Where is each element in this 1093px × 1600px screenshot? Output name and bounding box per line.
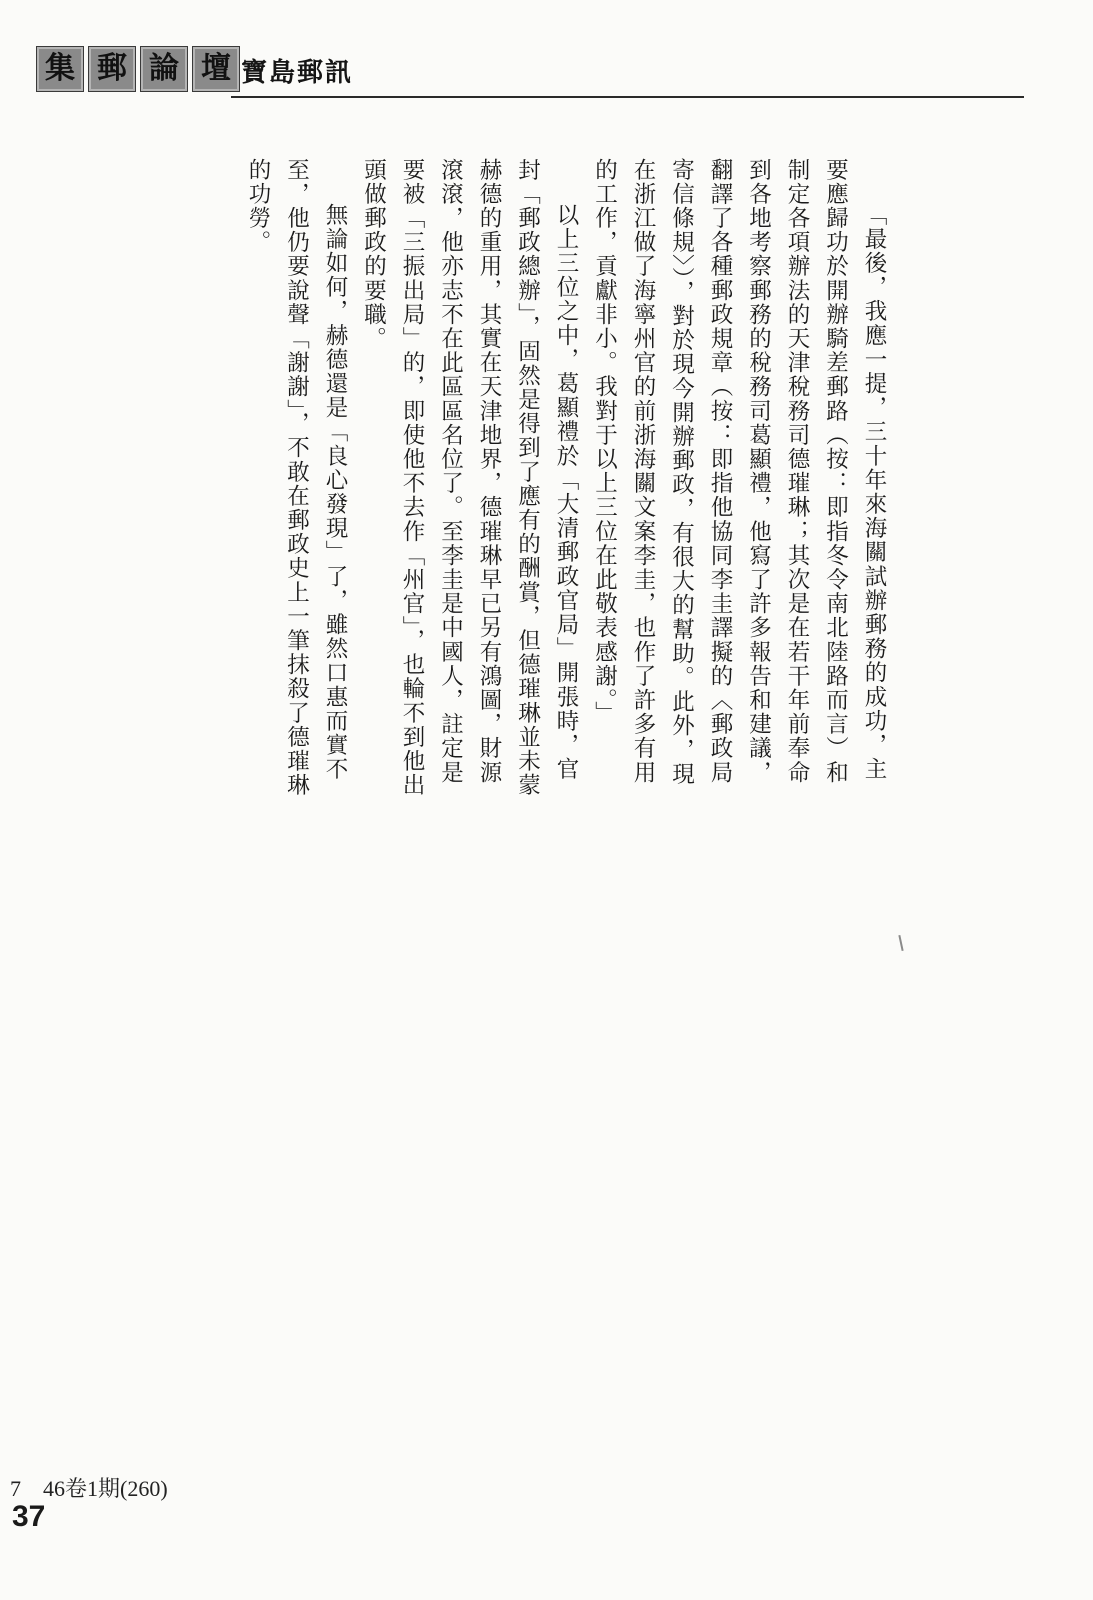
page-number: 37 (12, 1500, 46, 1533)
column-title-char: 壇 (192, 46, 240, 92)
header-divider (231, 96, 1024, 98)
page-header (36, 40, 1026, 96)
scan-speck (898, 935, 903, 951)
article-paragraph: 以上三位之中，葛顯禮於「大清郵政官局」開張時，官封「郵政總辦」，固然是得到了應有的酬賞，但德璀琳並未蒙赫德的重用，其實在天津地界，德璀琳早已另有鴻圖，財源滾滾，他亦志不在此區區名位了。至李圭是中國人，註定是要被「三振出局」的，即使他不去作「州官」，也輪不到他出頭做郵政的要職。 (360, 158, 579, 798)
column-title-char: 集 (36, 46, 84, 92)
column-title-boxes (36, 46, 240, 92)
issue-info: 7 46卷1期(260) (10, 1476, 168, 1501)
publication-title: 寶島郵訊 (241, 58, 354, 88)
article-paragraph: 無論如何，赫德還是「良心發現」了，雖然口惠而實不至，他仍要說聲「謝謝」，不敢在郵政史上一筆抹殺了德璀琳的功勞。 (245, 158, 348, 798)
article-paragraph: 「最後，我應一提，三十年來海關試辦郵務的成功，主要應歸功於開辦騎差郵路（按：即指冬令南北陸路而言）和制定各項辦法的天津稅務司德璀琳；其次是在若干年前奉命到各地考察郵務的稅務司葛顯禮，他寫了許多報告和建議，翻譯了各種郵政規章（按：即指他協同李圭譯擬的〈郵政局寄信條規〉），對於現今開辦郵政，有很大的幫助。此外，現在浙江做了海寧州官的前浙海關文案李圭，也作了許多有用的工作，貢獻非小。我對于以上三位在此敬表感謝。」 (591, 158, 887, 787)
article-body (239, 158, 894, 798)
column-title-char: 論 (140, 46, 188, 92)
column-title-char: 郵 (88, 46, 136, 92)
